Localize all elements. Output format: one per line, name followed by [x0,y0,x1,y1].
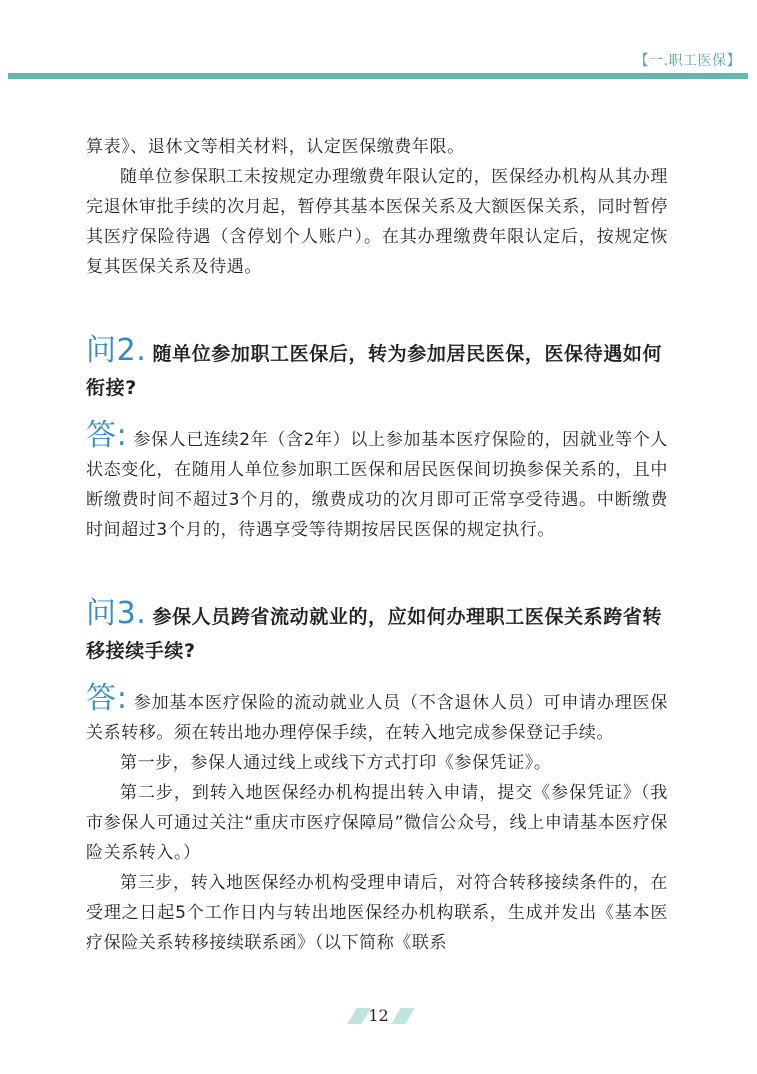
answer-2-mark: 答: [86,418,128,453]
answer-3-text: 参加基本医疗保险的流动就业人员（不含退休人员）可申请办理医保关系转移。须在转出地办理停保手续，在转入地完成参保登记手续。 [86,693,669,743]
answer-3-mark: 答: [86,681,128,716]
question-2 [86,334,668,405]
question-3-mark: 问3. [86,596,147,631]
intro-paragraph-2: 随单位参保职工未按规定办理缴费年限认定的，医保经办机构从其办理完退休审批手续的次月起，暂停其基本医保关系及大额医保关系，同时暂停其医疗保险待遇（含停划个人账户）。在其办理缴费年限认定后，按规定恢复其医保关系及待遇。 [86,167,668,277]
answer-3 [86,681,669,748]
step-1: 第一步，参保人通过线上或线下方式打印《参保凭证》。 [120,753,552,773]
answer-2-text: 参保人已连续2年（含2年）以上参加基本医疗保险的，因就业等个人状态变化，在随用人单位参加职工医保和居民医保间切换参保关系的，且中断缴费时间不超过3个月的，缴费成功的次月即可正常享受待遇。中断缴费时间超过3个月的，待遇享受等待期按居民医保的规定执行。 [86,430,668,540]
question-3-text: 参保人员跨省流动就业的，应如何办理职工医保关系跨省转移接续手续? [86,606,663,662]
page-number: 12 [368,1006,389,1025]
page-content [86,132,668,958]
section-label: 【一.职工医保】 [634,53,741,69]
question-3 [86,597,668,668]
question-2-mark: 问2. [86,333,147,368]
intro-paragraph-1: 算表》、退休文等相关材料，认定医保缴费年限。 [86,137,465,157]
page-footer [0,1003,757,1033]
header-divider [8,73,748,79]
answer-2 [86,418,668,545]
step-2: 第二步，到转入地医保经办机构提出转入申请，提交《参保凭证》（我市参保人可通过关注“重庆市医疗保障局”微信公众号，线上申请基本医疗保险关系转入。） [86,783,669,863]
step-3: 第三步，转入地医保经办机构受理申请后，对符合转移接续条件的，在受理之日起5个工作日内与转出地医保经办机构联系，生成并发出《基本医疗保险关系转移接续联系函》（以下简称《联系 [86,873,668,953]
question-2-text: 随单位参加职工医保后，转为参加居民医保，医保待遇如何衔接? [86,343,663,399]
